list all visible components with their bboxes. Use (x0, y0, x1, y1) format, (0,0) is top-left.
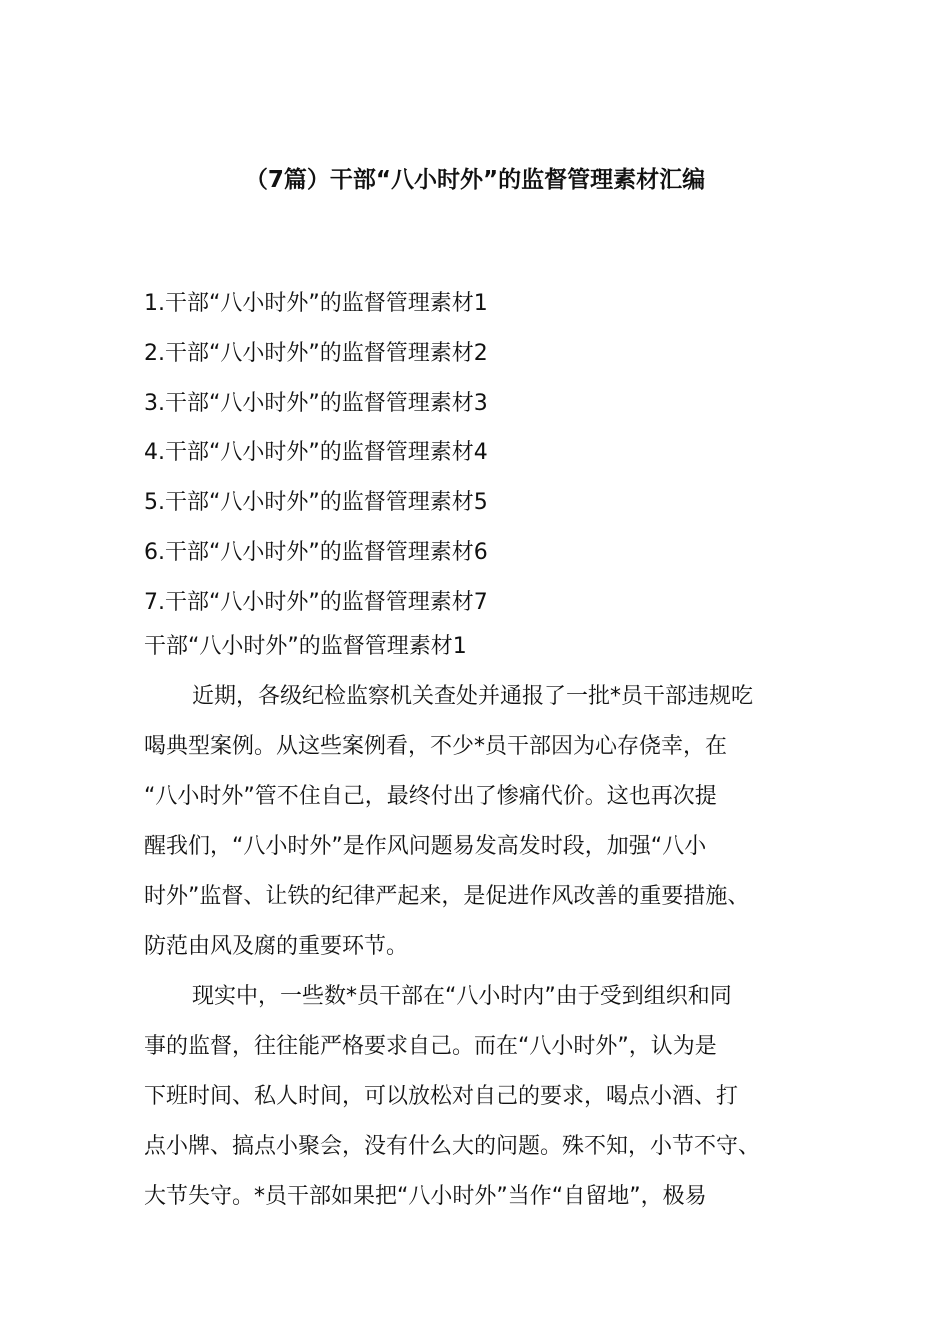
body-paragraph-1 (144, 672, 824, 972)
paragraph-line: 时外”监督、让铁的纪律严起来，是促进作风改善的重要措施、 (144, 884, 750, 909)
paragraph-line: 防范由风及腐的重要环节。 (144, 934, 409, 959)
paragraph-line: 近期，各级纪检监察机关查处并通报了一批*员干部违规吃 (192, 684, 754, 709)
paragraph-line: 醒我们，“八小时外”是作风问题易发高发时段，加强“八小 (144, 834, 707, 859)
toc-item-1: 1.干部“八小时外”的监督管理素材1 (144, 291, 488, 316)
toc-item-4: 4.干部“八小时外”的监督管理素材4 (144, 440, 488, 466)
toc-item-7: 7.干部“八小时外”的监督管理素材7 (144, 589, 488, 615)
paragraph-line: 下班时间、私人时间，可以放松对自己的要求，喝点小酒、打 (144, 1084, 739, 1109)
toc-item-6: 6.干部“八小时外”的监督管理素材6 (144, 539, 488, 565)
toc-item-2: 2.干部“八小时外”的监督管理素材2 (144, 340, 488, 366)
paragraph-line: 事的监督，往往能严格要求自己。而在“八小时外”，认为是 (144, 1034, 717, 1059)
body-paragraph-2 (144, 972, 824, 1222)
section-heading: 干部“八小时外”的监督管理素材1 (144, 634, 467, 659)
toc-item-3: 3.干部“八小时外”的监督管理素材3 (144, 390, 488, 416)
paragraph-line: 喝典型案例。从这些案例看，不少*员干部因为心存侥幸，在 (144, 734, 728, 759)
table-of-contents (144, 279, 488, 628)
paragraph-line: 点小牌、搞点小聚会，没有什么大的问题。殊不知，小节不守、 (144, 1134, 761, 1159)
document-title: （7篇）干部“八小时外”的监督管理素材汇编 (244, 167, 706, 193)
toc-item-5: 5.干部“八小时外”的监督管理素材5 (144, 490, 488, 516)
paragraph-line: 大节失守。*员干部如果把“八小时外”当作“自留地”，极易 (144, 1184, 707, 1209)
paragraph-line: 现实中，一些数*员干部在“八小时内”由于受到组织和同 (192, 984, 732, 1009)
paragraph-line: “八小时外”管不住自己，最终付出了惨痛代价。这也再次提 (144, 784, 717, 809)
